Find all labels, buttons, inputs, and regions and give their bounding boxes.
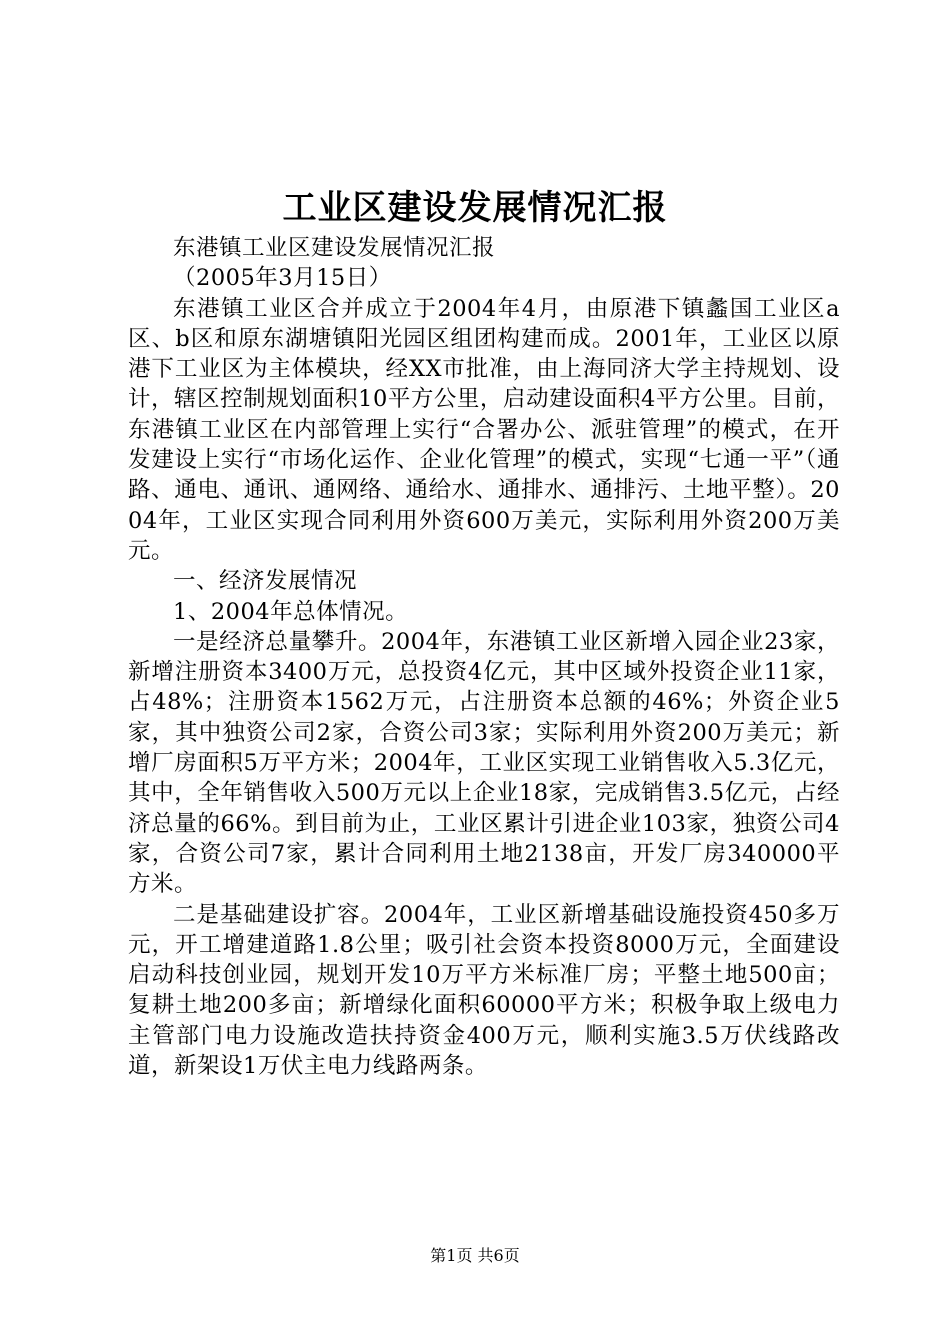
- intro-paragraph: 东港镇工业区合并成立于2004年4月，由原港下镇蠡国工业区a区、b区和原东湖塘镇阳光园区组团构建而成。2001年，工业区以原港下工业区为主体模块，经XX市批准，由上海同济大学主持规划、设计，辖区控制规划面积10平方公里，启动建设面积4平方公里。目前，东港镇工业区在内部管理上实行“合署办公、派驻管理”的模式，在开发建设上实行“市场化运作、企业化管理”的模式，实现“七通一平”（通路、通电、通讯、通网络、通给水、通排水、通排污、土地平整）。2004年，工业区实现合同利用外资600万美元，实际利用外资200万美元。: [128, 295, 840, 564]
- infrastructure-paragraph: 二是基础建设扩容。2004年，工业区新增基础设施投资450多万元，开工增建道路1.8公里；吸引社会资本投资8000万元，全面建设启动科技创业园，规划开发10万平方米标准厂房；平整土地500亩；复耕土地200多亩；新增绿化面积60000平方米；积极争取上级电力主管部门电力设施改造扶持资金400万元，顺利实施3.5万伏线路改道，新架设1万伏主电力线路两条。: [128, 901, 840, 1080]
- section-heading: 一、经济发展情况: [173, 568, 358, 595]
- date-paragraph: （2005年3月15日）: [173, 265, 392, 292]
- subtitle-paragraph: 东港镇工业区建设发展情况汇报: [173, 235, 496, 261]
- document-body: [128, 233, 840, 1081]
- document-title: 工业区建设发展情况汇报: [282, 188, 668, 228]
- economy-paragraph: 一是经济总量攀升。2004年，东港镇工业区新增入园企业23家，新增注册资本3400万元，总投资4亿元，其中区域外投资企业11家，占48%；注册资本1562万元，占注册资本总额的46%；外资企业5家，其中独资公司2家，合资公司3家；实际利用外资200万美元；新增厂房面积5万平方米；2004年，工业区实现工业销售收入5.3亿元，其中，全年销售收入500万元以上企业18家，完成销售3.5亿元，占经济总量的66%。到目前为止，工业区累计引进企业103家，独资公司4家，合资公司7家，累计合同利用土地2138亩，开发厂房340000平方米。: [128, 628, 840, 898]
- subsection-heading: 1、2004年总体情况。: [173, 598, 409, 625]
- page-number-footer: 第1页 共6页: [430, 1246, 520, 1265]
